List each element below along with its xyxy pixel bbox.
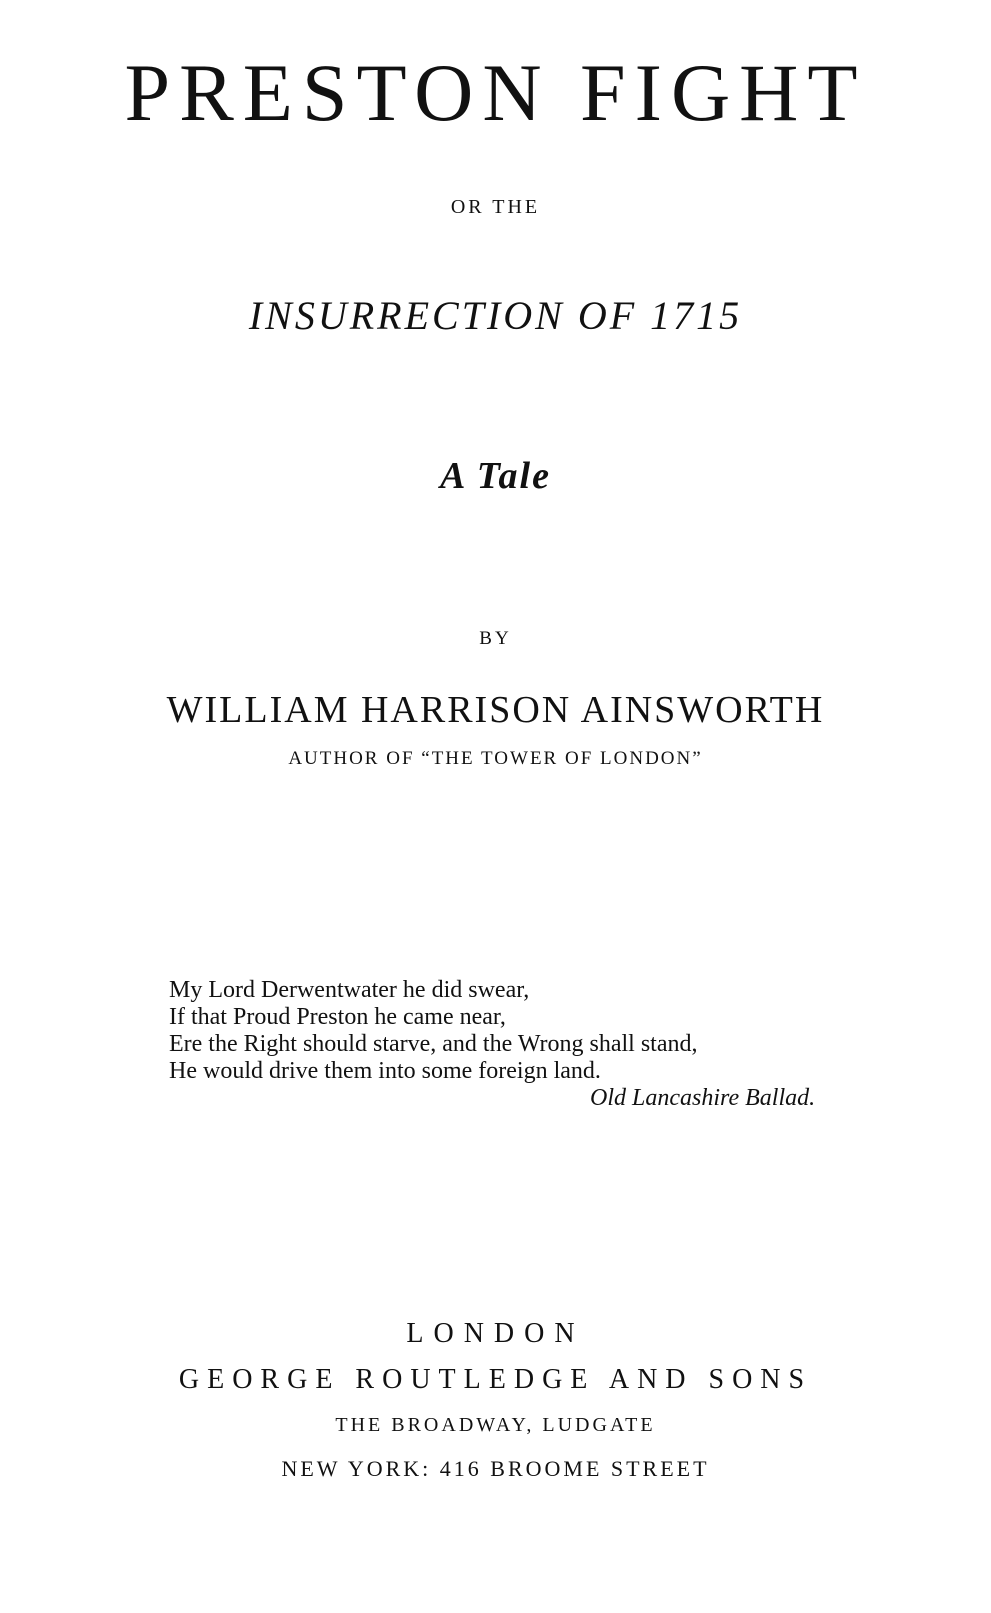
book-title: PRESTON FIGHT bbox=[124, 47, 867, 138]
imprint-city: LONDON bbox=[406, 1318, 585, 1349]
epigraph-attribution: Old Lancashire Ballad. bbox=[590, 1085, 816, 1111]
epigraph-verse bbox=[169, 977, 869, 1085]
imprint-address: THE BROADWAY, LUDGATE bbox=[335, 1414, 656, 1436]
title-connector: OR THE bbox=[450, 196, 541, 218]
epigraph-line: Ere the Right should starve, and the Wrong shall stand, bbox=[169, 1031, 698, 1057]
book-subtitle: INSURRECTION OF 1715 bbox=[248, 293, 743, 338]
epigraph-line: He would drive them into some foreign land. bbox=[169, 1058, 601, 1084]
genre-label: A Tale bbox=[440, 455, 551, 497]
by-label: BY bbox=[479, 628, 512, 649]
author-credit: AUTHOR OF “THE TOWER OF LONDON” bbox=[288, 748, 703, 769]
epigraph-line: My Lord Derwentwater he did swear, bbox=[169, 977, 530, 1003]
imprint-ny-address: NEW YORK: 416 BROOME STREET bbox=[281, 1456, 710, 1481]
imprint-publisher: GEORGE ROUTLEDGE AND SONS bbox=[178, 1364, 813, 1395]
author-name: WILLIAM HARRISON AINSWORTH bbox=[166, 689, 825, 731]
epigraph-line: If that Proud Preston he came near, bbox=[169, 1004, 506, 1030]
